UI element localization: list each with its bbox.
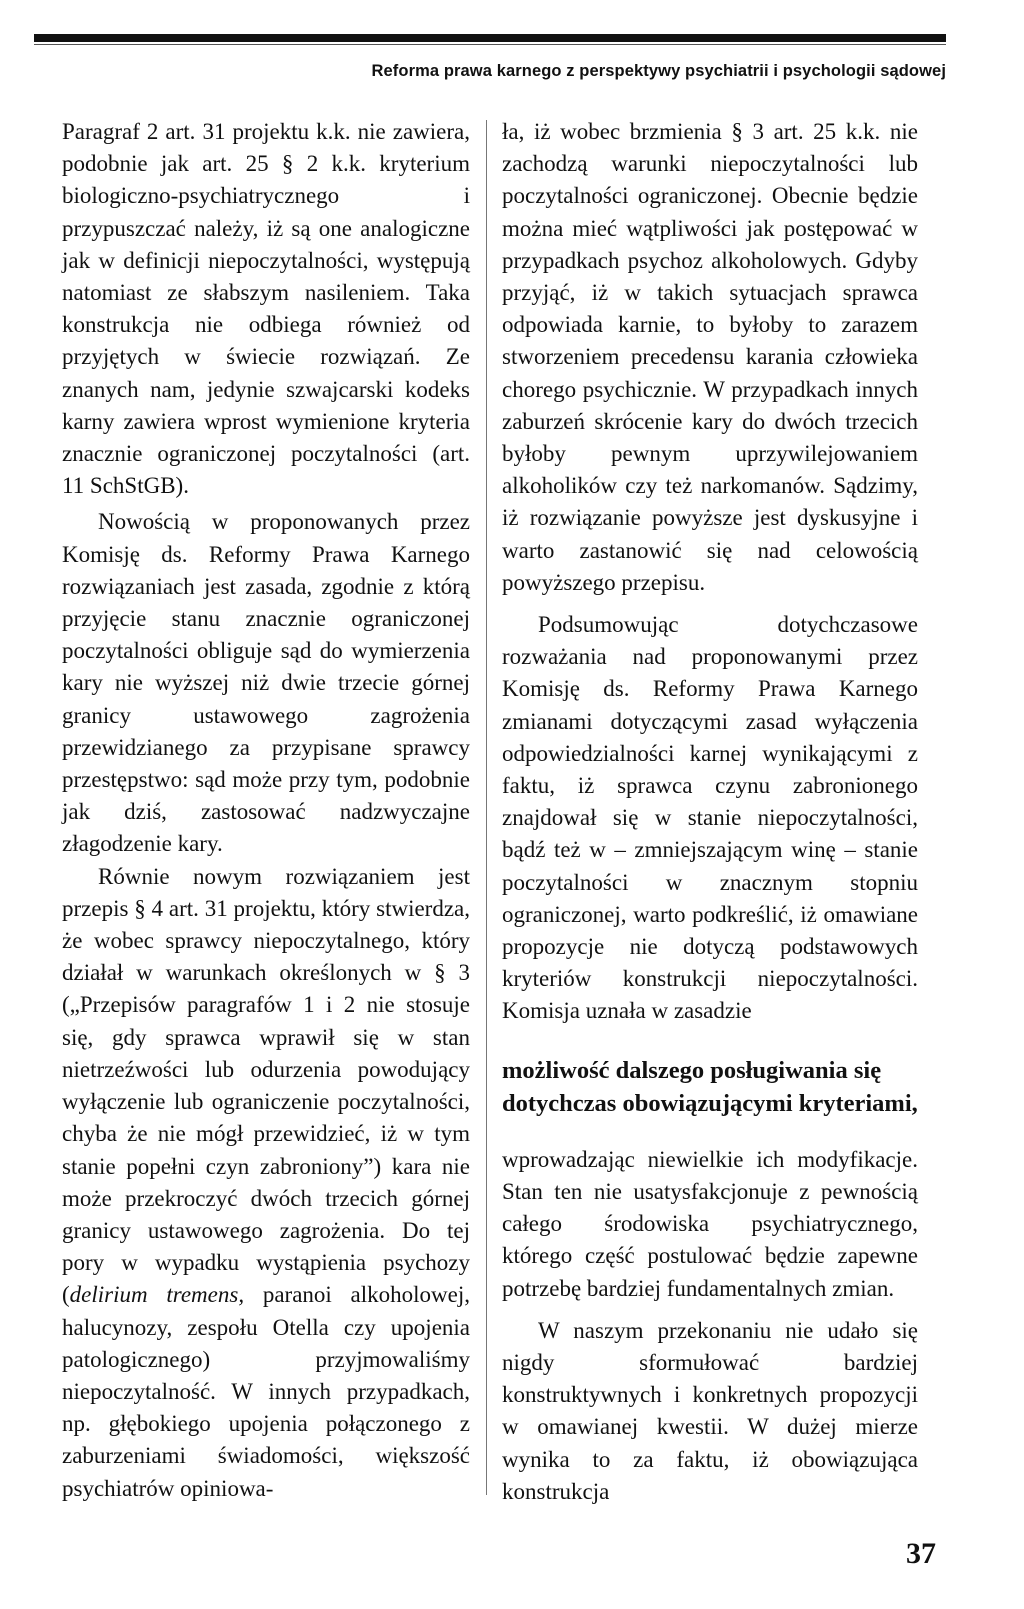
left-paragraph-1: Paragraf 2 art. 31 projektu k.k. nie zawiera, podobnie jak art. 25 § 2 k.k. kryterium biologiczno-psychiatrycznego i przypuszczać należy, iż są one analogiczne jak w definicji niepoczytalności, występują natomiast ze słabszym nasileniem. Taka konstrukcja nie odbiega również od przyjętych w świecie rozwiązań. Ze znanych nam, jedynie szwajcarski kodeks karny zawiera wprost wymienione kryteria znacznie ograniczonej poczytalności (art. 11 SchStGB). [62,119,470,499]
top-rule [34,34,946,42]
left-paragraph-3-text-a: Równie nowym rozwiązaniem jest przepis § 4 art. 31 projektu, który stwierdza, że wobec sprawcy niepoczytalnego, który działał w warunkach określonych w § 3 („Przepisów paragrafów 1 i 2 nie stosuje się, gdy sprawca wprawił się w stan nietrzeźwości lub odurzenia powodujący wyłączenie lub ograniczenie poczytalności, chyba że nie mógł przewidzieć, iż w tym stanie popełni czyn zabroniony”) kara nie może przekroczyć dwóch trzecich górnej granicy ustawowego zagrożenia. Do tej pory w wypadku wystąpienia psychozy ( [62,863,470,1308]
right-paragraph-3: wprowadzając niewielkie ich modyfikacje. Stan ten nie usatysfakcjonuje z pewnością całego środowiska psychiatrycznego, którego część postulować będzie zapewne potrzebę bardziej fundamentalnych zmian. [502,1146,918,1301]
left-paragraph-3-italic: delirium tremens, [69,1282,245,1308]
page-number: 37 [906,1537,936,1570]
column-divider [486,120,487,1495]
highlighted-statement: możliwość dalszego posługiwania się dotychczas obowiązującymi kryteriami, [502,1056,918,1117]
running-head: Reforma prawa karnego z perspektywy psychiatrii i psychologii sądowej [371,62,946,80]
left-paragraph-3-text-b: paranoi alkoholowej, halucynozy, zespołu Otella czy upojenia patologicznego) przyjmowaliśmy niepoczytalność. W innych przypadkach, np. głębokiego upojenia połączonego z zaburzeniami świadomości, większość psychiatrów opiniowa- [62,1282,470,1501]
left-paragraph-3 [62,861,470,1505]
right-paragraph-1: ła, iż wobec brzmienia § 3 art. 25 k.k. nie zachodzą warunki niepoczytalności lub poczytalności ograniczonej. Obecnie będzie można mieć wątpliwości jak postępować w przypadkach psychoz alkoholowych. Gdyby przyjąć, iż w takich sytuacjach sprawca odpowiada karnie, to byłoby to zarazem stworzeniem precedensu karania człowieka chorego psychicznie. W przypadkach innych zaburzeń skrócenie kary do dwóch trzecich byłoby pewnym uprzywilejowaniem alkoholików czy też narkomanów. Sądzimy, iż rozwiązanie powyższe jest dyskusyjne i warto zastanowić się nad celowością powyższego przepisu. [502,119,918,595]
right-column [502,116,918,1508]
right-paragraph-4: W naszym przekonaniu nie udało się nigdy sformułować bardziej konstruktywnych i konkretnych propozycji w omawianej kwestii. W dużej mierze wynika to za faktu, iż obowiązująca konstrukcja [502,1317,918,1504]
right-paragraph-2: Podsumowując dotychczasowe rozważania nad proponowanymi przez Komisję ds. Reformy Prawa Karnego zmianami dotyczącymi zasad wyłączenia odpowiedzialności karnej wynikającymi z faktu, iż sprawca czynu zabronionego znajdował się w stanie niepoczytalności, bądź też w – zmniejszającym winę – stanie poczytalności w znacznym stopniu ograniczonej, warto podkreślić, iż omawiane propozycje nie dotyczą podstawowych kryteriów konstrukcji niepoczytalności. Komisja uznała w zasadzie [502,612,918,1024]
left-column [62,116,470,1505]
left-paragraph-2: Nowością w proponowanych przez Komisję ds. Reformy Prawa Karnego rozwiązaniach jest zasada, zgodnie z którą przyjęcie stanu znacznie ograniczonej poczytalności obliguje sąd do wymierzenia kary nie wyższej niż dwie trzecie górnej granicy ustawowego zagrożenia przewidzianego za przypisane sprawcy przestępstwo: sąd może przy tym, podobnie jak dziś, zastosować nadzwyczajne złagodzenie kary. [62,509,470,857]
top-rule-thin [34,44,946,45]
